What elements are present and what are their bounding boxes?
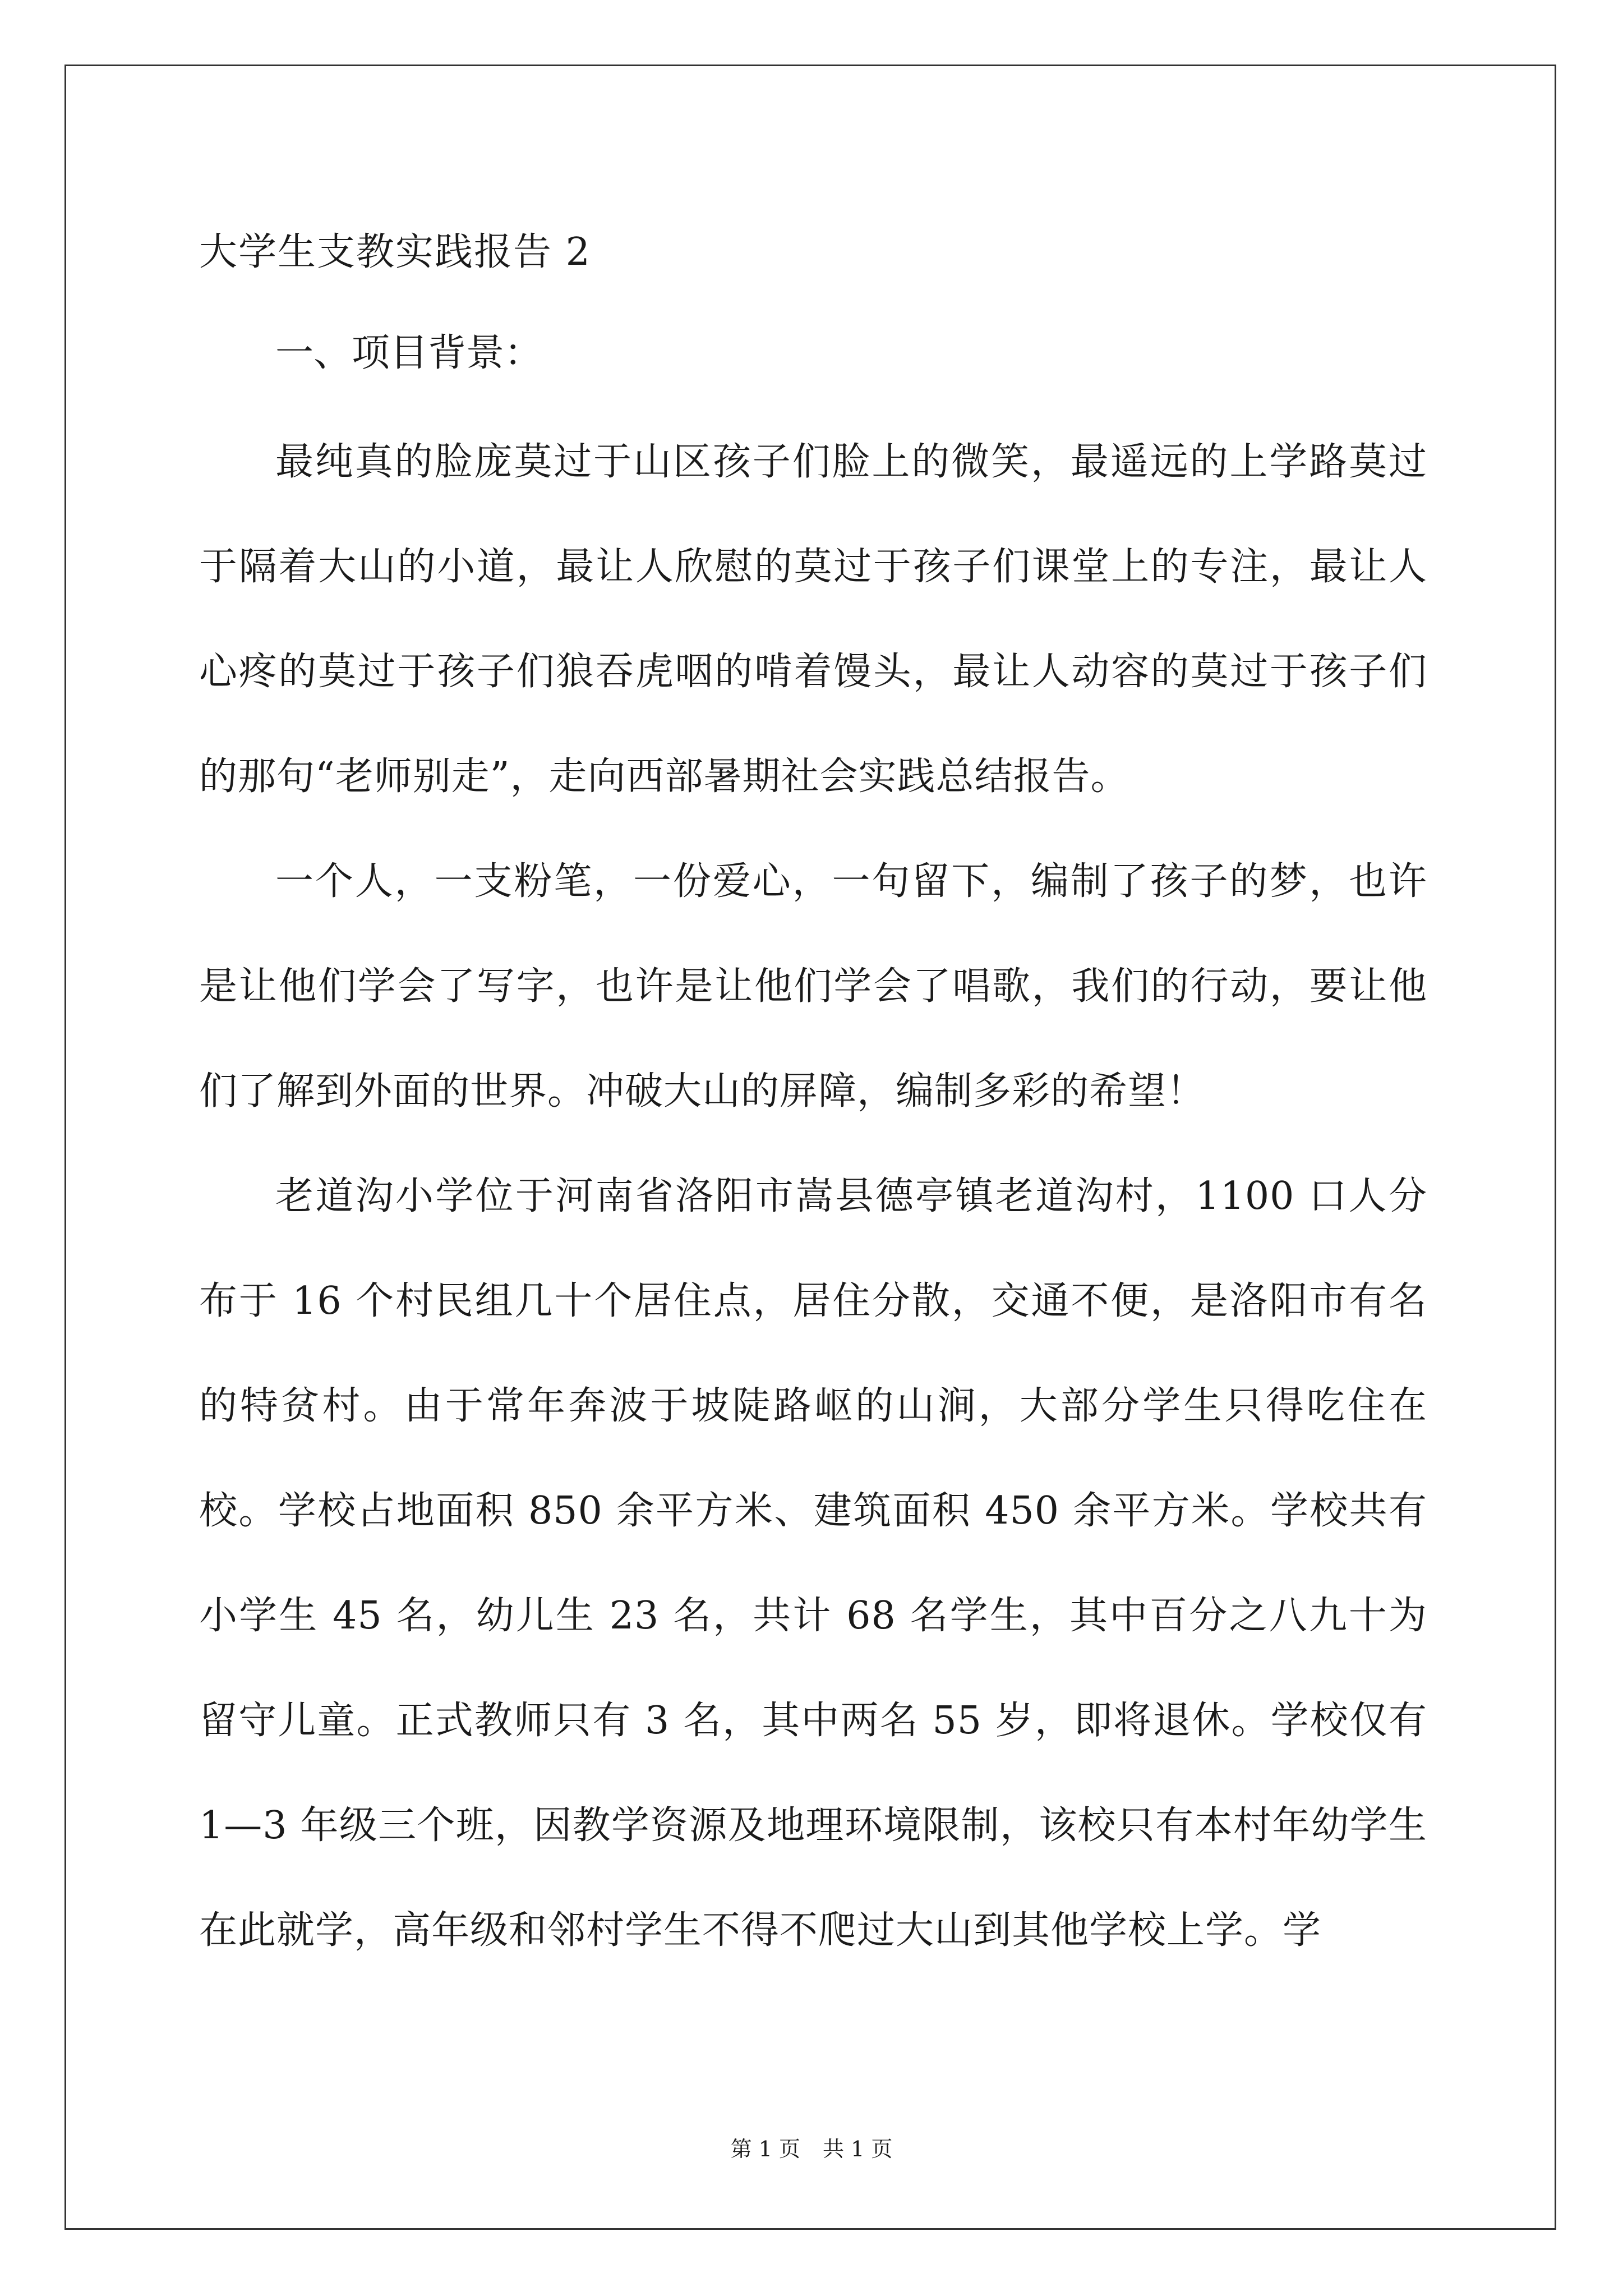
paragraph: 一个人，一支粉笔，一份爱心，一句留下，编制了孩子的梦，也许是让他们学会了写字，也许是让他们学会了唱歌，我们的行动，要让他们了解到外面的世界。冲破大山的屏障，编制多彩的希望！ — [199, 859, 1427, 1114]
page-footer — [0, 2132, 1623, 2162]
paragraph: 老道沟小学位于河南省洛阳市嵩县德亭镇老道沟村，1100 口人分布于 16 个村民组几十个居住点，居住分散，交通不便，是洛阳市有名的特贫村。由于常年奔波于坡陡路岖的山涧，大部分学生只得吃住在校。学校占地面积 850 余平方米、建筑面积 450 余平方米。学校共有小学生 45 名，幼儿生 23 名，共计 68 名学生，其中百分之八九十为留守儿童。正式教师只有 3 名，其中两名 55 岁，即将退休。学校仅有 1—3 年级三个班，因教学资源及地理环境限制，该校只有本村年幼学生在此就学，高年级和邻村学生不得不爬过大山到其他学校上学。学 — [199, 1174, 1427, 1953]
document-title: 大学生支教实践报告 2 — [199, 230, 591, 274]
page-number: 第 1 页 — [730, 2137, 800, 2161]
document-body — [199, 208, 1427, 1983]
paragraph: 最纯真的脸庞莫过于山区孩子们脸上的微笑，最遥远的上学路莫过于隔着大山的小道，最让人欣慰的莫过于孩子们课堂上的专注，最让人心疼的莫过于孩子们狼吞虎咽的啃着馒头，最让人动容的莫过于孩子们的那句“老师别走”，走向西部暑期社会实践总结报告。 — [199, 440, 1427, 799]
page-total: 共 1 页 — [823, 2137, 893, 2161]
section-heading: 一、项目背景： — [275, 331, 543, 375]
